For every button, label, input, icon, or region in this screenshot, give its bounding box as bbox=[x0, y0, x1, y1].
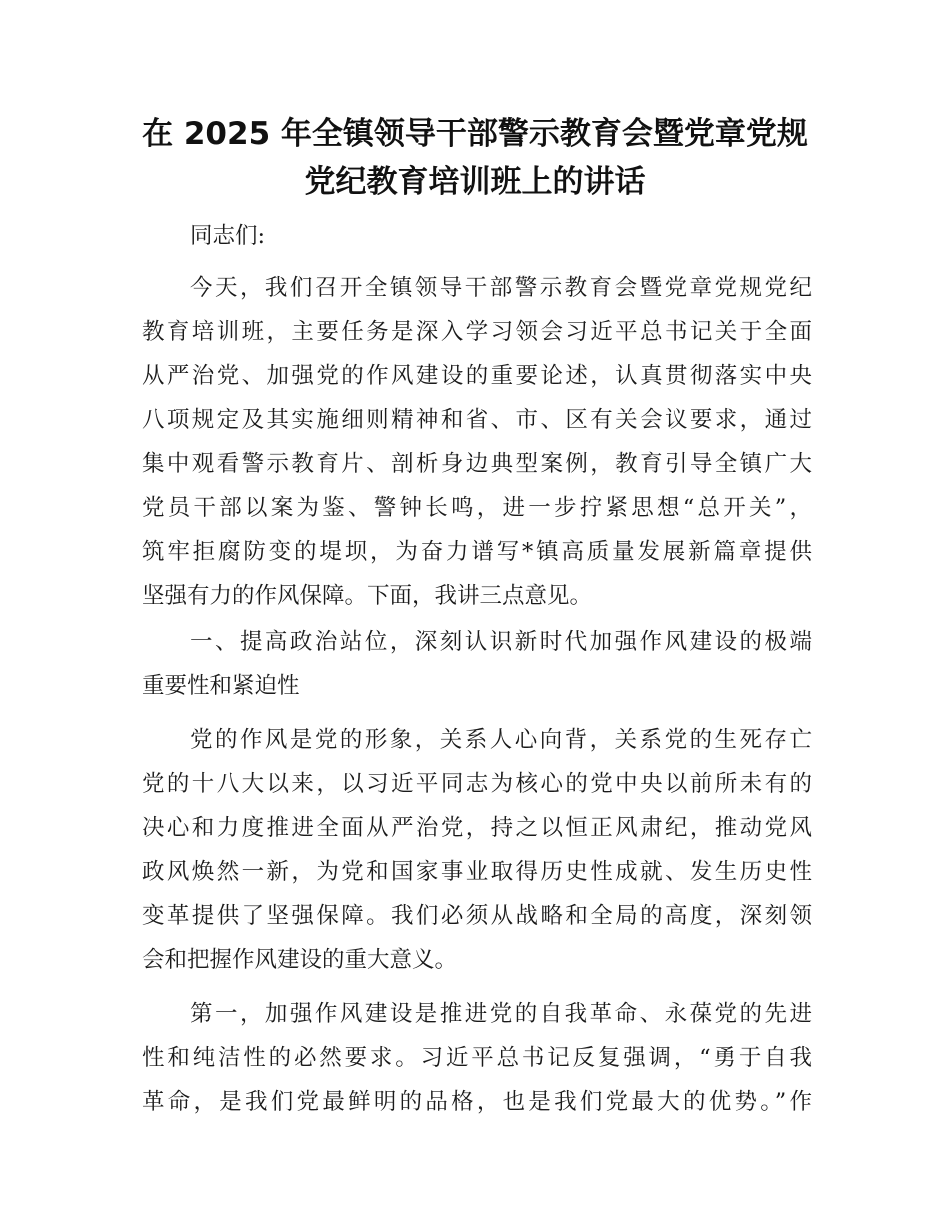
paragraph-intro bbox=[142, 266, 812, 618]
salutation-text: 同志们: bbox=[190, 223, 266, 249]
paragraph-line: 政风焕然一新，为党和国家事业取得历史性成就、发生历史性 bbox=[142, 859, 812, 885]
paragraph-first-point bbox=[142, 992, 812, 1124]
paragraph-line: 变革提供了坚强保障。我们必须从战略和全局的高度，深刻领 bbox=[142, 903, 812, 929]
document-title-line-1: 在 2025 年全镇领导干部警示教育会暨党章党规 bbox=[142, 116, 808, 152]
paragraph-line: 会和把握作风建设的重大意义。 bbox=[142, 947, 458, 973]
paragraph-line: 党的作风是党的形象，关系人心向背，关系党的生死存亡 bbox=[190, 727, 812, 753]
section-heading-1 bbox=[142, 620, 812, 708]
paragraph-party-style bbox=[142, 718, 812, 982]
paragraph-line: 革命，是我们党最鲜明的品格，也是我们党最大的优势。”作 bbox=[142, 1089, 812, 1115]
paragraph-line: 第一，加强作风建设是推进党的自我革命、永葆党的先进 bbox=[190, 1001, 812, 1027]
document-title-line-2: 党纪教育培训班上的讲话 bbox=[304, 164, 646, 200]
paragraph-line: 坚强有力的作风保障。下面，我讲三点意见。 bbox=[142, 583, 593, 609]
paragraph-line: 决心和力度推进全面从严治党，持之以恒正风肃纪，推动党风 bbox=[142, 815, 812, 841]
heading-line: 一、提高政治站位，深刻认识新时代加强作风建设的极端 bbox=[190, 629, 812, 655]
paragraph-line: 集中观看警示教育片、剖析身边典型案例，教育引导全镇广大 bbox=[142, 451, 812, 477]
paragraph-line: 党员干部以案为鉴、警钟长鸣，进一步拧紧思想“总开关”， bbox=[142, 495, 812, 521]
paragraph-line: 教育培训班，主要任务是深入学习领会习近平总书记关于全面 bbox=[142, 319, 812, 345]
paragraph-line: 八项规定及其实施细则精神和省、市、区有关会议要求，通过 bbox=[142, 407, 812, 433]
paragraph-line: 从严治党、加强党的作风建设的重要论述，认真贯彻落实中央 bbox=[142, 363, 812, 389]
paragraph-line: 今天，我们召开全镇领导干部警示教育会暨党章党规党纪 bbox=[190, 275, 812, 301]
paragraph-line: 筑牢拒腐防变的堤坝，为奋力谱写*镇高质量发展新篇章提供 bbox=[142, 539, 812, 565]
paragraph-line: 性和纯洁性的必然要求。习近平总书记反复强调，“勇于自我 bbox=[142, 1045, 812, 1071]
salutation bbox=[142, 214, 812, 258]
paragraph-line: 党的十八大以来，以习近平同志为核心的党中央以前所未有的 bbox=[142, 771, 812, 797]
heading-line: 重要性和紧迫性 bbox=[142, 673, 300, 699]
